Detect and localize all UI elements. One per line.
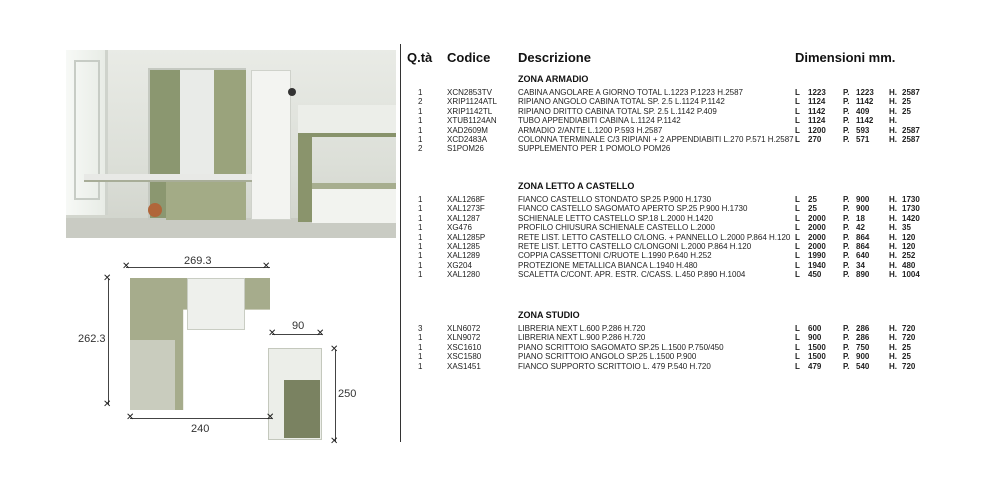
row-dim-h-label: H. bbox=[889, 88, 897, 97]
row-dim-h: 35 bbox=[902, 223, 911, 233]
row-dim-h: 25 bbox=[902, 342, 911, 352]
row-dim-p-label: P. bbox=[843, 125, 850, 135]
row-dim-h: 2587 bbox=[902, 135, 920, 144]
row-dim-h-label: H. bbox=[889, 97, 897, 107]
header-desc: Descrizione bbox=[518, 50, 591, 65]
photo-desk-unit bbox=[166, 182, 246, 220]
row-dim-p: 890 bbox=[856, 270, 870, 280]
row-dim-p: 750 bbox=[856, 342, 870, 352]
row-code: XG476 bbox=[447, 223, 472, 233]
row-desc: COPPIA CASSETTONI C/RUOTE L.1990 P.640 H.252 bbox=[518, 251, 712, 261]
row-desc: SCHIENALE LETTO CASTELLO SP.18 L.2000 H.1420 bbox=[518, 213, 713, 223]
row-qty: 1 bbox=[418, 342, 423, 352]
row-dim-h-label: H. bbox=[889, 270, 897, 280]
row-dim-h: 720 bbox=[902, 361, 916, 371]
row-dim-l-label: L bbox=[795, 333, 800, 343]
row-dim-h-label: H. bbox=[889, 213, 897, 223]
row-qty: 1 bbox=[418, 361, 423, 371]
dim-width-small: 90 bbox=[292, 320, 305, 332]
photo-bunk-top bbox=[298, 105, 396, 137]
row-qty: 1 bbox=[418, 195, 423, 204]
dim-line-small bbox=[272, 334, 322, 335]
row-dim-h-label: H. bbox=[889, 251, 897, 261]
row-dim-l: 450 bbox=[808, 270, 822, 280]
row-dim-h: 25 bbox=[902, 97, 911, 107]
row-code: XAL1273F bbox=[447, 204, 485, 214]
row-desc: RETE LIST. LETTO CASTELLO C/LONGONI L.2000 P.864 H.120 bbox=[518, 242, 752, 251]
row-dim-l-label: L bbox=[795, 125, 800, 135]
dim-marker: ✕ bbox=[316, 328, 325, 339]
row-code: XSC1580 bbox=[447, 352, 482, 362]
row-dim-h: 720 bbox=[902, 324, 916, 333]
dim-width-bottom: 240 bbox=[191, 423, 210, 435]
row-qty: 1 bbox=[418, 106, 423, 116]
dim-marker: ✕ bbox=[330, 436, 339, 447]
dim-width-top: 269.3 bbox=[184, 255, 212, 267]
row-dim-p: 1142 bbox=[856, 116, 874, 126]
row-dim-l-label: L bbox=[795, 324, 800, 333]
row-qty: 1 bbox=[418, 270, 423, 280]
row-desc: SUPPLEMENTO PER 1 POMOLO POM26 bbox=[518, 144, 671, 154]
photo-bunk-side bbox=[298, 137, 312, 222]
row-desc: FIANCO SUPPORTO SCRITTOIO L. 479 P.540 H.720 bbox=[518, 361, 711, 371]
row-dim-p-label: P. bbox=[843, 213, 850, 223]
row-dim-l-label: L bbox=[795, 260, 800, 270]
row-dim-l: 1990 bbox=[808, 251, 826, 261]
row-dim-p-label: P. bbox=[843, 333, 850, 343]
row-qty: 1 bbox=[418, 333, 423, 343]
row-desc: TUBO APPENDIABITI CABINA L.1124 P.1142 bbox=[518, 116, 681, 126]
row-code: S1POM26 bbox=[447, 144, 484, 154]
dim-marker: ✕ bbox=[126, 412, 135, 423]
row-dim-h: 1730 bbox=[902, 204, 920, 214]
row-dim-p: 640 bbox=[856, 251, 870, 261]
row-dim-l-label: L bbox=[795, 97, 800, 107]
row-qty: 1 bbox=[418, 260, 423, 270]
row-dim-l-label: L bbox=[795, 88, 800, 97]
room-photo bbox=[66, 50, 396, 238]
section-title: ZONA ARMADIO bbox=[518, 74, 589, 84]
plan-bunk-bed bbox=[284, 380, 320, 438]
dim-marker: ✕ bbox=[262, 261, 271, 272]
row-dim-l-label: L bbox=[795, 352, 800, 362]
row-qty: 1 bbox=[418, 135, 423, 144]
row-code: XAL1285 bbox=[447, 242, 480, 251]
row-dim-l: 479 bbox=[808, 361, 822, 371]
row-dim-p: 900 bbox=[856, 204, 870, 214]
row-dim-l-label: L bbox=[795, 195, 800, 204]
plan-desk-zone bbox=[130, 340, 175, 410]
row-dim-h: 1730 bbox=[902, 195, 920, 204]
row-desc: SCALETTA C/CONT. APR. ESTR. C/CASS. L.450 P.890 H.1004 bbox=[518, 270, 746, 280]
row-dim-p: 34 bbox=[856, 260, 865, 270]
row-dim-h: 2587 bbox=[902, 88, 920, 97]
photo-lamp bbox=[288, 88, 296, 96]
row-dim-h-label: H. bbox=[889, 116, 897, 126]
dim-line-top bbox=[126, 267, 270, 268]
row-dim-l: 1124 bbox=[808, 116, 826, 126]
row-dim-p: 409 bbox=[856, 106, 870, 116]
row-dim-l-label: L bbox=[795, 213, 800, 223]
row-desc: PIANO SCRITTOIO ANGOLO SP.25 L.1500 P.900 bbox=[518, 352, 697, 362]
photo-bunk-bed bbox=[298, 105, 396, 225]
row-dim-l-label: L bbox=[795, 270, 800, 280]
row-dim-p-label: P. bbox=[843, 342, 850, 352]
row-dim-l: 1500 bbox=[808, 352, 826, 362]
row-desc: CABINA ANGOLARE A GIORNO TOTAL L.1223 P.1223 H.2587 bbox=[518, 88, 744, 97]
row-qty: 1 bbox=[418, 223, 423, 233]
row-code: XAL1289 bbox=[447, 251, 480, 261]
row-code: XAL1287 bbox=[447, 213, 480, 223]
row-code: XAD2609M bbox=[447, 125, 488, 135]
row-qty: 1 bbox=[418, 204, 423, 214]
row-desc: LIBRERIA NEXT L.900 P.286 H.720 bbox=[518, 333, 646, 343]
row-dim-h-label: H. bbox=[889, 232, 897, 242]
row-dim-p-label: P. bbox=[843, 88, 850, 97]
row-dim-l: 25 bbox=[808, 195, 817, 204]
row-dim-p: 42 bbox=[856, 223, 865, 233]
row-desc: LIBRERIA NEXT L.600 P.286 H.720 bbox=[518, 324, 646, 333]
row-dim-h: 25 bbox=[902, 106, 911, 116]
row-qty: 3 bbox=[418, 324, 423, 333]
row-dim-h-label: H. bbox=[889, 352, 897, 362]
row-dim-h: 480 bbox=[902, 260, 916, 270]
row-dim-p-label: P. bbox=[843, 135, 850, 144]
row-dim-l-label: L bbox=[795, 242, 800, 251]
row-dim-p: 864 bbox=[856, 242, 870, 251]
dim-line-right bbox=[335, 350, 336, 442]
row-desc: PIANO SCRITTOIO SAGOMATO SP.25 L.1500 P.750/450 bbox=[518, 342, 724, 352]
row-dim-l: 2000 bbox=[808, 232, 826, 242]
photo-bunk-lower bbox=[312, 183, 396, 223]
row-dim-p: 18 bbox=[856, 213, 865, 223]
row-dim-p-label: P. bbox=[843, 97, 850, 107]
row-code: XAL1280 bbox=[447, 270, 480, 280]
row-qty: 2 bbox=[418, 144, 423, 154]
row-dim-h-label: H. bbox=[889, 333, 897, 343]
row-qty: 1 bbox=[418, 242, 423, 251]
row-dim-p-label: P. bbox=[843, 232, 850, 242]
photo-window bbox=[66, 50, 108, 215]
row-dim-l-label: L bbox=[795, 361, 800, 371]
row-dim-l-label: L bbox=[795, 106, 800, 116]
row-dim-l-label: L bbox=[795, 204, 800, 214]
row-desc: PROFILO CHIUSURA SCHIENALE CASTELLO L.2000 bbox=[518, 223, 715, 233]
row-dim-h-label: H. bbox=[889, 204, 897, 214]
dim-marker: ✕ bbox=[103, 399, 112, 410]
row-code: XTUB1124AN bbox=[447, 116, 497, 126]
row-qty: 2 bbox=[418, 97, 423, 107]
row-dim-h: 2587 bbox=[902, 125, 920, 135]
row-dim-h: 720 bbox=[902, 333, 916, 343]
dim-line-bottom bbox=[130, 418, 272, 419]
row-dim-p: 1142 bbox=[856, 97, 874, 107]
row-dim-h-label: H. bbox=[889, 361, 897, 371]
photo-desk bbox=[84, 174, 252, 182]
row-dim-p-label: P. bbox=[843, 223, 850, 233]
row-code: XG204 bbox=[447, 260, 472, 270]
header-code: Codice bbox=[447, 50, 491, 65]
row-dim-l: 1940 bbox=[808, 260, 826, 270]
row-qty: 1 bbox=[418, 251, 423, 261]
dim-height-right: 250 bbox=[338, 388, 357, 400]
row-qty: 1 bbox=[418, 125, 423, 135]
dim-marker: ✕ bbox=[103, 273, 112, 284]
row-code: XAL1268F bbox=[447, 195, 485, 204]
row-code: XRIP1124ATL bbox=[447, 97, 497, 107]
plan-wardrobe-cabinet bbox=[187, 278, 245, 330]
row-desc: PROTEZIONE METALLICA BIANCA L.1940 H.480 bbox=[518, 260, 698, 270]
row-qty: 1 bbox=[418, 213, 423, 223]
row-desc: FIANCO CASTELLO STONDATO SP.25 P.900 H.1730 bbox=[518, 195, 712, 204]
row-dim-h-label: H. bbox=[889, 324, 897, 333]
row-dim-p-label: P. bbox=[843, 361, 850, 371]
row-dim-p: 571 bbox=[856, 135, 870, 144]
row-dim-l: 25 bbox=[808, 204, 817, 214]
row-desc: ARMADIO 2/ANTE L.1200 P.593 H.2587 bbox=[518, 125, 663, 135]
row-dim-p-label: P. bbox=[843, 195, 850, 204]
row-dim-l: 1500 bbox=[808, 342, 826, 352]
row-code: XRIP1142TL bbox=[447, 106, 493, 116]
row-dim-l: 2000 bbox=[808, 213, 826, 223]
dim-marker: ✕ bbox=[266, 412, 275, 423]
row-dim-h: 1004 bbox=[902, 270, 920, 280]
row-dim-l: 2000 bbox=[808, 242, 826, 251]
row-dim-p: 286 bbox=[856, 324, 870, 333]
row-dim-l: 1124 bbox=[808, 97, 826, 107]
row-dim-p: 900 bbox=[856, 195, 870, 204]
row-qty: 1 bbox=[418, 88, 423, 97]
row-code: XSC1610 bbox=[447, 342, 482, 352]
row-dim-l-label: L bbox=[795, 116, 800, 126]
photo-ball bbox=[148, 203, 162, 217]
photo-door bbox=[251, 70, 291, 220]
row-qty: 1 bbox=[418, 116, 423, 126]
row-dim-p-label: P. bbox=[843, 260, 850, 270]
row-dim-h: 1420 bbox=[902, 213, 920, 223]
row-dim-p-label: P. bbox=[843, 204, 850, 214]
row-code: XCN2853TV bbox=[447, 88, 492, 97]
row-code: XLN6072 bbox=[447, 324, 481, 333]
row-dim-p: 864 bbox=[856, 232, 870, 242]
row-dim-l-label: L bbox=[795, 223, 800, 233]
dim-marker: ✕ bbox=[268, 328, 277, 339]
row-dim-l: 1223 bbox=[808, 88, 826, 97]
row-dim-l: 270 bbox=[808, 135, 822, 144]
row-desc: RIPIANO DRITTO CABINA TOTAL SP. 2.5 L.1142 P.409 bbox=[518, 106, 717, 116]
row-dim-h: 120 bbox=[902, 242, 916, 251]
row-desc: RETE LIST. LETTO CASTELLO C/LONG. + PANNELLO L.2000 P.864 H.120 bbox=[518, 232, 791, 242]
row-desc: RIPIANO ANGOLO CABINA TOTAL SP. 2.5 L.1124 P.1142 bbox=[518, 97, 725, 107]
row-dim-p-label: P. bbox=[843, 324, 850, 333]
row-dim-p-label: P. bbox=[843, 270, 850, 280]
row-code: XAL1285P bbox=[447, 232, 486, 242]
row-dim-h: 120 bbox=[902, 232, 916, 242]
column-divider bbox=[400, 44, 401, 442]
row-dim-h-label: H. bbox=[889, 223, 897, 233]
row-dim-p: 540 bbox=[856, 361, 870, 371]
row-dim-l: 2000 bbox=[808, 223, 826, 233]
row-code: XCD2483A bbox=[447, 135, 488, 144]
row-dim-h-label: H. bbox=[889, 106, 897, 116]
dim-height-left: 262.3 bbox=[78, 333, 106, 345]
row-dim-l-label: L bbox=[795, 342, 800, 352]
row-dim-p-label: P. bbox=[843, 242, 850, 251]
header-dims: Dimensioni mm. bbox=[795, 50, 896, 65]
section-title: ZONA LETTO A CASTELLO bbox=[518, 181, 635, 191]
dim-line-left bbox=[108, 279, 109, 405]
header-qty: Q.tà bbox=[407, 50, 433, 65]
row-dim-h-label: H. bbox=[889, 260, 897, 270]
row-dim-p: 900 bbox=[856, 352, 870, 362]
row-dim-h-label: H. bbox=[889, 242, 897, 251]
row-dim-p: 1223 bbox=[856, 88, 874, 97]
row-dim-p-label: P. bbox=[843, 106, 850, 116]
row-dim-h: 252 bbox=[902, 251, 916, 261]
row-dim-h-label: H. bbox=[889, 342, 897, 352]
row-desc: FIANCO CASTELLO SAGOMATO APERTO SP.25 P.900 H.1730 bbox=[518, 204, 748, 214]
row-dim-l: 1142 bbox=[808, 106, 826, 116]
row-desc: COLONNA TERMINALE C/3 RIPIANI + 2 APPENDIABITI L.270 P.571 H.2587 bbox=[518, 135, 794, 144]
row-dim-p-label: P. bbox=[843, 116, 850, 126]
row-dim-h-label: H. bbox=[889, 135, 897, 144]
row-dim-l: 600 bbox=[808, 324, 822, 333]
row-dim-l: 900 bbox=[808, 333, 822, 343]
row-dim-l-label: L bbox=[795, 135, 800, 144]
dim-marker: ✕ bbox=[122, 261, 131, 272]
row-qty: 1 bbox=[418, 352, 423, 362]
section-title: ZONA STUDIO bbox=[518, 310, 580, 320]
row-dim-l: 1200 bbox=[808, 125, 826, 135]
row-qty: 1 bbox=[418, 232, 423, 242]
row-code: XAS1451 bbox=[447, 361, 481, 371]
row-dim-p: 593 bbox=[856, 125, 870, 135]
row-dim-l-label: L bbox=[795, 232, 800, 242]
dim-marker: ✕ bbox=[330, 344, 339, 355]
row-dim-h: 25 bbox=[902, 352, 911, 362]
row-dim-p-label: P. bbox=[843, 352, 850, 362]
row-dim-p-label: P. bbox=[843, 251, 850, 261]
row-dim-h-label: H. bbox=[889, 125, 897, 135]
row-dim-l-label: L bbox=[795, 251, 800, 261]
row-code: XLN9072 bbox=[447, 333, 481, 343]
row-dim-p: 286 bbox=[856, 333, 870, 343]
row-dim-h-label: H. bbox=[889, 195, 897, 204]
